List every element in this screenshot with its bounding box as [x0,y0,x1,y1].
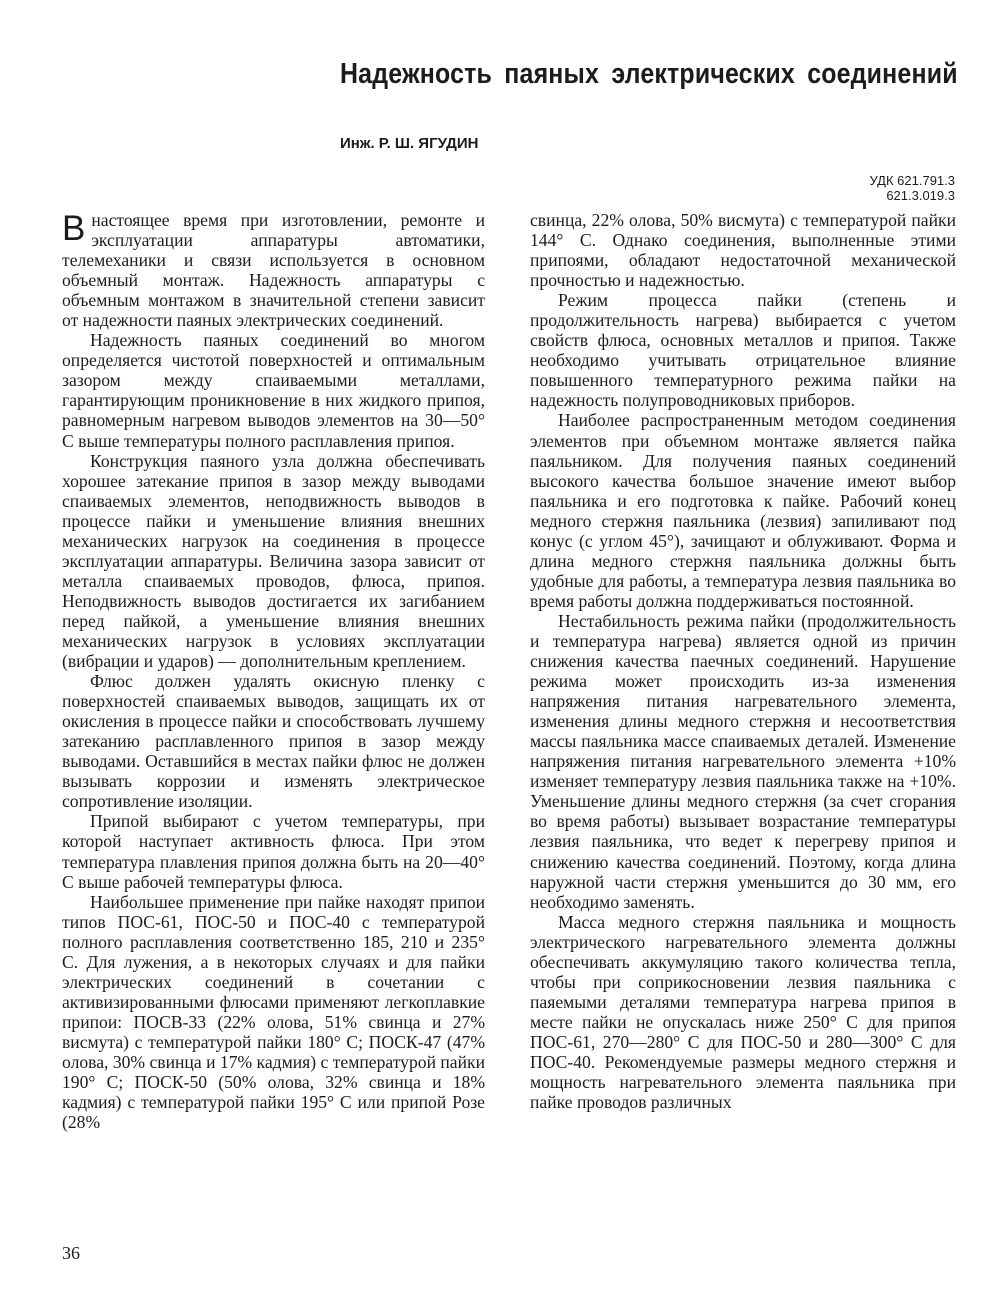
paragraph: Флюс должен удалять окисную пленку с поверхностей спаиваемых выводов, защищать их от окисления в процессе пайки и способствовать лучшему затеканию расплавленного припоя в зазор между выводами. Оставшийся в местах пайки флюс не должен вызывать коррозии и изменять электрическое сопротивление изоляции. [62,671,485,812]
page-number: 36 [62,1243,80,1263]
paragraph: Масса медного стержня паяльника и мощность электрического нагревательного элемента должны обеспечивать аккумуляцию такого количества тепла, чтобы при соприкосновении лезвия паяльника с паяемыми деталями температура нагрева припоя в месте пайки не опускалась ниже 250° С для припоя ПОС-61, 270—280° С для ПОС-50 и 280—300° С для ПОС-40. Рекомендуемые размеры медного стержня и мощность нагревательного элемента паяльника при пайке проводов различных [530,911,956,1113]
udk-code [870,173,956,203]
paragraph: Наибольшее применение при пайке находят припои типов ПОС-61, ПОС-50 и ПОС-40 с температурой полного расплавления соответственно 185, 210 и 235° С. Для лужения, а в некоторых случаях и для пайки электрических соединений в сочетании с активизированными флюсами применяют легкоплавкие припои: ПОСВ-33 (22% олова, 51% свинца и 27% висмута) с температурой пайки 180° С; ПОСК-47 (47% олова, 30% свинца и 17% кадмия) с температурой пайки 190° С; ПОСК-50 (50% олова, 32% свинца и 18% кадмия) с температурой пайки 195° С или припой Розе (28% [62,891,485,1133]
author-line: Инж. Р. Ш. ЯГУДИН [340,135,479,152]
paragraph: Нестабильность режима пайки (продолжительность и температура нагрева) является одной из причин снижения качества паечных соединений. Нарушение режима может происходить из-за изменения напряжения питания нагревательного элемента, изменения длины медного стержня и несоответствия массы паяльника массе спаиваемых деталей. Изменение напряжения питания нагревательного элемента +10% изменяет температуру лезвия паяльника также на +10%. Уменьшение длины медного стержня (за счет сгорания во время работы) вызывает возрастание температуры лезвия паяльника, что ведет к перегреву припоя и снижению качества соединений. Поэтому, когда длина наружной части стержня уменьшится до 30 мм, его необходимо заменять. [530,610,956,912]
paragraph: Наиболее распространенным методом соединения элементов при объемном монтаже является пайка паяльником. Для получения паяных соединений высокого качества большое значение имеют выбор паяльника и его подготовка к пайке. Рабочий конец медного стержня паяльника (лезвия) запиливают под конус (с углом 45°), зачищают и облуживают. Форма и длина медного стержня паяльника должны быть удобные для работы, а температура лезвия паяльника во время работы должна поддерживаться постоянной. [530,410,956,611]
right-column [530,210,956,1112]
article-title: Надежность паяных электрических соединений [340,58,958,90]
left-column [62,210,485,1132]
paragraph: Надежность паяных соединений во многом определяется чистотой поверхностей и оптимальным зазором между спаиваемыми металлами, гарантирующим проникновение в них жидкого припоя, равномерным нагревом выводов элементов на 30—50° С выше температуры полного расплавления припоя. [62,330,485,451]
paragraph: Конструкция паяного узла должна обеспечивать хорошее затекание припоя в зазор между выводами спаиваемых элементов, неподвижность выводов в процессе пайки и уменьшение влияния внешних механических нагрузок на соединения в процессе эксплуатации аппаратуры. Величина зазора зависит от металла спаиваемых проводов, флюса, припоя. Неподвижность выводов достигается их загибанием перед пайкой, а уменьшение влияния внешних механических нагрузок в условиях эксплуатации (вибрации и ударов) — дополнительным креплением. [62,450,485,672]
paragraph: Режим процесса пайки (степень и продолжительность нагрева) выбирается с учетом свойств флюса, основных металлов и припоя. Также необходимо учитывать отрицательное влияние повышенного температурного режима пайки на надежность полупроводниковых приборов. [530,290,956,411]
paragraph: Припой выбирают с учетом температуры, при которой наступает активность флюса. При этом температура плавления припоя должна быть на 20—40° С выше рабочей температуры флюса. [62,811,485,892]
udk-line-1: УДК 621.791.3 [869,173,955,188]
drop-cap: В [62,209,86,248]
paragraph: свинца, 22% олова, 50% висмута) с температурой пайки 144° С. Однако соединения, выполненные этими припоями, обладают недостаточной механической прочностью и надежностью. [530,210,956,291]
paragraph: Внастоящее время при изготовлении, ремонте и эксплуатации аппаратуры автоматики, телемеханики и связи используется в основном объемный монтаж. Надежность аппаратуры с объемным монтажом в значительной степени зависит от надежности паяных электрических соединений. [62,209,485,331]
udk-line-2: 621.3.019.3 [886,188,955,203]
